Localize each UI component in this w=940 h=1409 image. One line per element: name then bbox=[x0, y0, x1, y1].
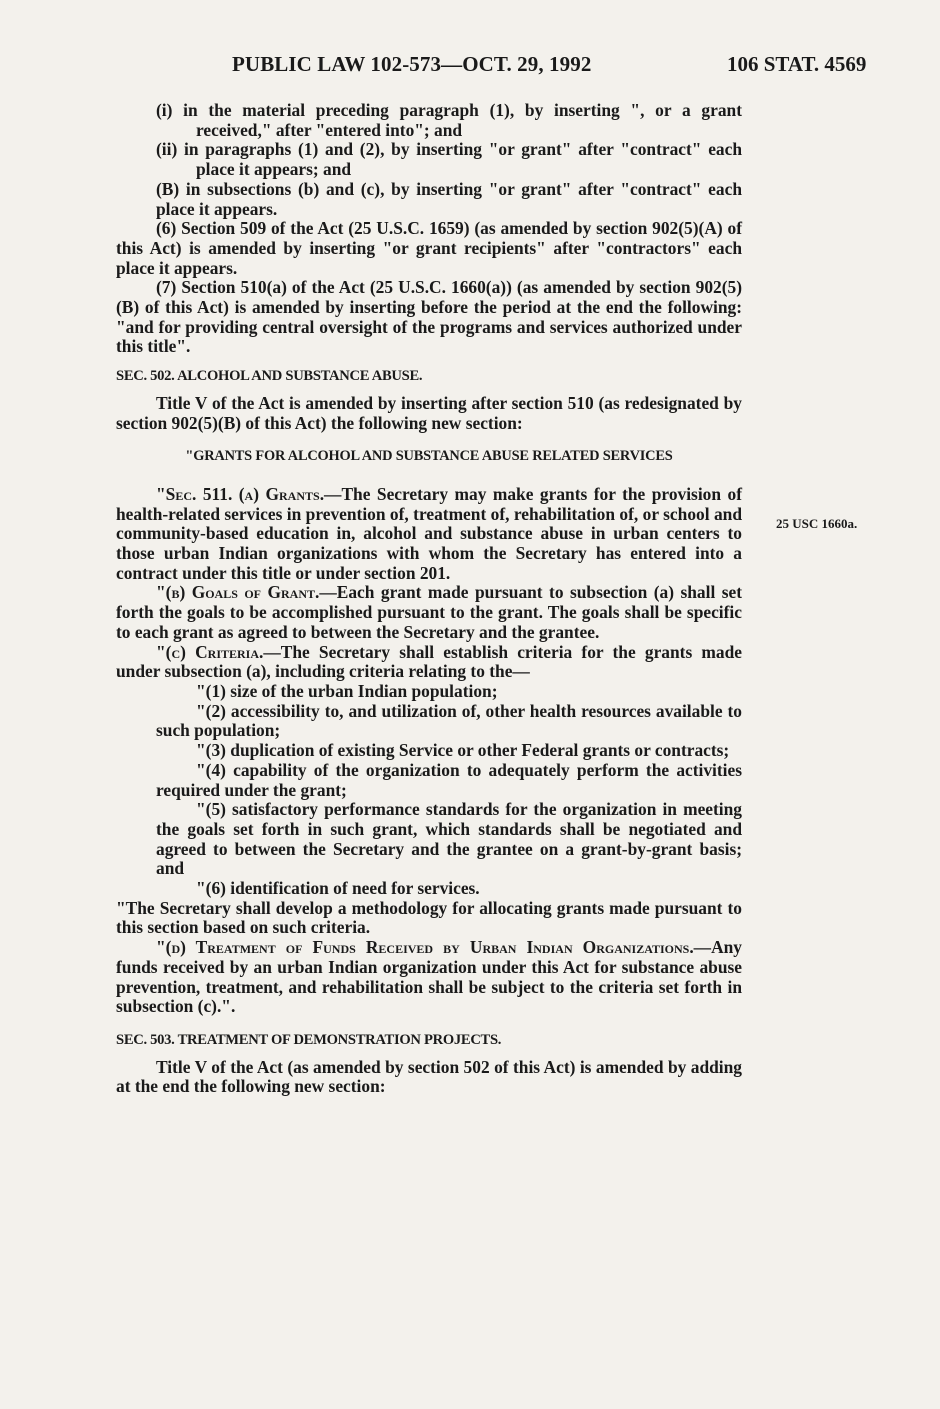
subsection-c-text: —The Secretary shall establish criteria for the grants made under subsection (a), including criteria relating to the— bbox=[116, 641, 742, 682]
subsection-a bbox=[116, 485, 742, 584]
section-502-text: Title V of the Act is amended by inserting after section 510 (as redesignated by section 902(5)(B) of this Act) the following new section: bbox=[116, 392, 742, 433]
section-503-heading: SEC. 503. TREATMENT OF DEMONSTRATION PROJECTS. bbox=[116, 1031, 502, 1048]
subsection-c bbox=[116, 643, 742, 682]
section-503-text: Title V of the Act (as amended by section 502 of this Act) is amended by adding at the end the following new section: bbox=[116, 1056, 742, 1097]
criterion-5: "(5) satisfactory performance standards for the organization in meeting the goals set forth in such grant, which standards shall be negotiated and agreed to between the Secretary and the grantee on a grant-by-grant basis; and bbox=[156, 799, 742, 879]
criterion-1: "(1) size of the urban Indian population; bbox=[196, 680, 498, 701]
subsection-a-text: —The Secretary may make grants for the provision of health-related services in prevention of, treatment of, rehabilitation of, or school and community-based education in, alcohol and substance abuse in urban centers to those urban Indian organizations with whom the Secretary has entered into a contract under this title or under section 201. bbox=[116, 483, 742, 583]
subsection-a-heading: "Sec. 511. (a) Grants. bbox=[156, 483, 325, 504]
methodology-paragraph: "The Secretary shall develop a methodology for allocating grants made pursuant to this section based on such criteria. bbox=[116, 897, 742, 938]
subsection-b bbox=[116, 583, 742, 642]
clause-ii: (ii) in paragraphs (1) and (2), by inserting "or grant" after "contract" each place it appears; and bbox=[156, 139, 742, 180]
subsection-d-heading: "(d) Treatment of Funds Received by Urban Indian Organizations. bbox=[156, 937, 694, 958]
subsection-b-heading: "(b) Goals of Grant. bbox=[156, 582, 320, 603]
subparagraph-b bbox=[116, 180, 742, 219]
criterion-2: "(2) accessibility to, and utilization of, other health resources available to such population; bbox=[156, 700, 742, 741]
criterion-6: "(6) identification of need for services. bbox=[196, 878, 480, 899]
subsection-c-heading: "(c) Criteria. bbox=[156, 641, 264, 662]
usc-margin-note: 25 USC 1660a. bbox=[776, 516, 858, 531]
subparagraph-b-text: (B) in subsections (b) and (c), by inserting "or grant" after "contract" each place it appears. bbox=[156, 178, 742, 219]
subsection-b-text: —Each grant made pursuant to subsection (a) shall set forth the goals to be accomplished pursuant to the grant. The goals shall be specific to each grant as agreed to between the Secretary and the grantee. bbox=[116, 582, 743, 642]
criterion-4: "(4) capability of the organization to adequately perform the activities required under the grant; bbox=[156, 759, 742, 800]
paragraph-6: (6) Section 509 of the Act (25 U.S.C. 1659) (as amended by section 902(5)(A) of this Act) is amended by inserting "or grant recipients" after "contractors" each place it appears. bbox=[116, 218, 742, 278]
subsection-d bbox=[116, 938, 742, 1017]
clause-i: (i) in the material preceding paragraph (1), by inserting ", or a grant received," after "entered into"; and bbox=[156, 100, 742, 140]
law-body-text bbox=[116, 101, 742, 1097]
new-section-title: "GRANTS FOR ALCOHOL AND SUBSTANCE ABUSE RELATED SERVICES bbox=[185, 448, 673, 465]
page-header bbox=[0, 52, 940, 82]
subsection-d-text: —Any funds received by an urban Indian organization under this Act for substance abuse prevention, treatment, and rehabilitation shall be subject to the criteria set forth in subsection (c).". bbox=[116, 937, 742, 1017]
statute-page-number: 106 STAT. 4569 bbox=[727, 52, 867, 76]
paragraph-7: (7) Section 510(a) of the Act (25 U.S.C. 1660(a)) (as amended by section 902(5)(B) of this Act) is amended by inserting before the period at the end the following: "and for providing central oversight of the programs and services authorized under this title". bbox=[116, 277, 742, 357]
public-law-citation: PUBLIC LAW 102-573—OCT. 29, 1992 bbox=[232, 52, 592, 76]
criterion-3: "(3) duplication of existing Service or other Federal grants or contracts; bbox=[196, 740, 730, 761]
section-502-heading: SEC. 502. ALCOHOL AND SUBSTANCE ABUSE. bbox=[116, 368, 423, 385]
